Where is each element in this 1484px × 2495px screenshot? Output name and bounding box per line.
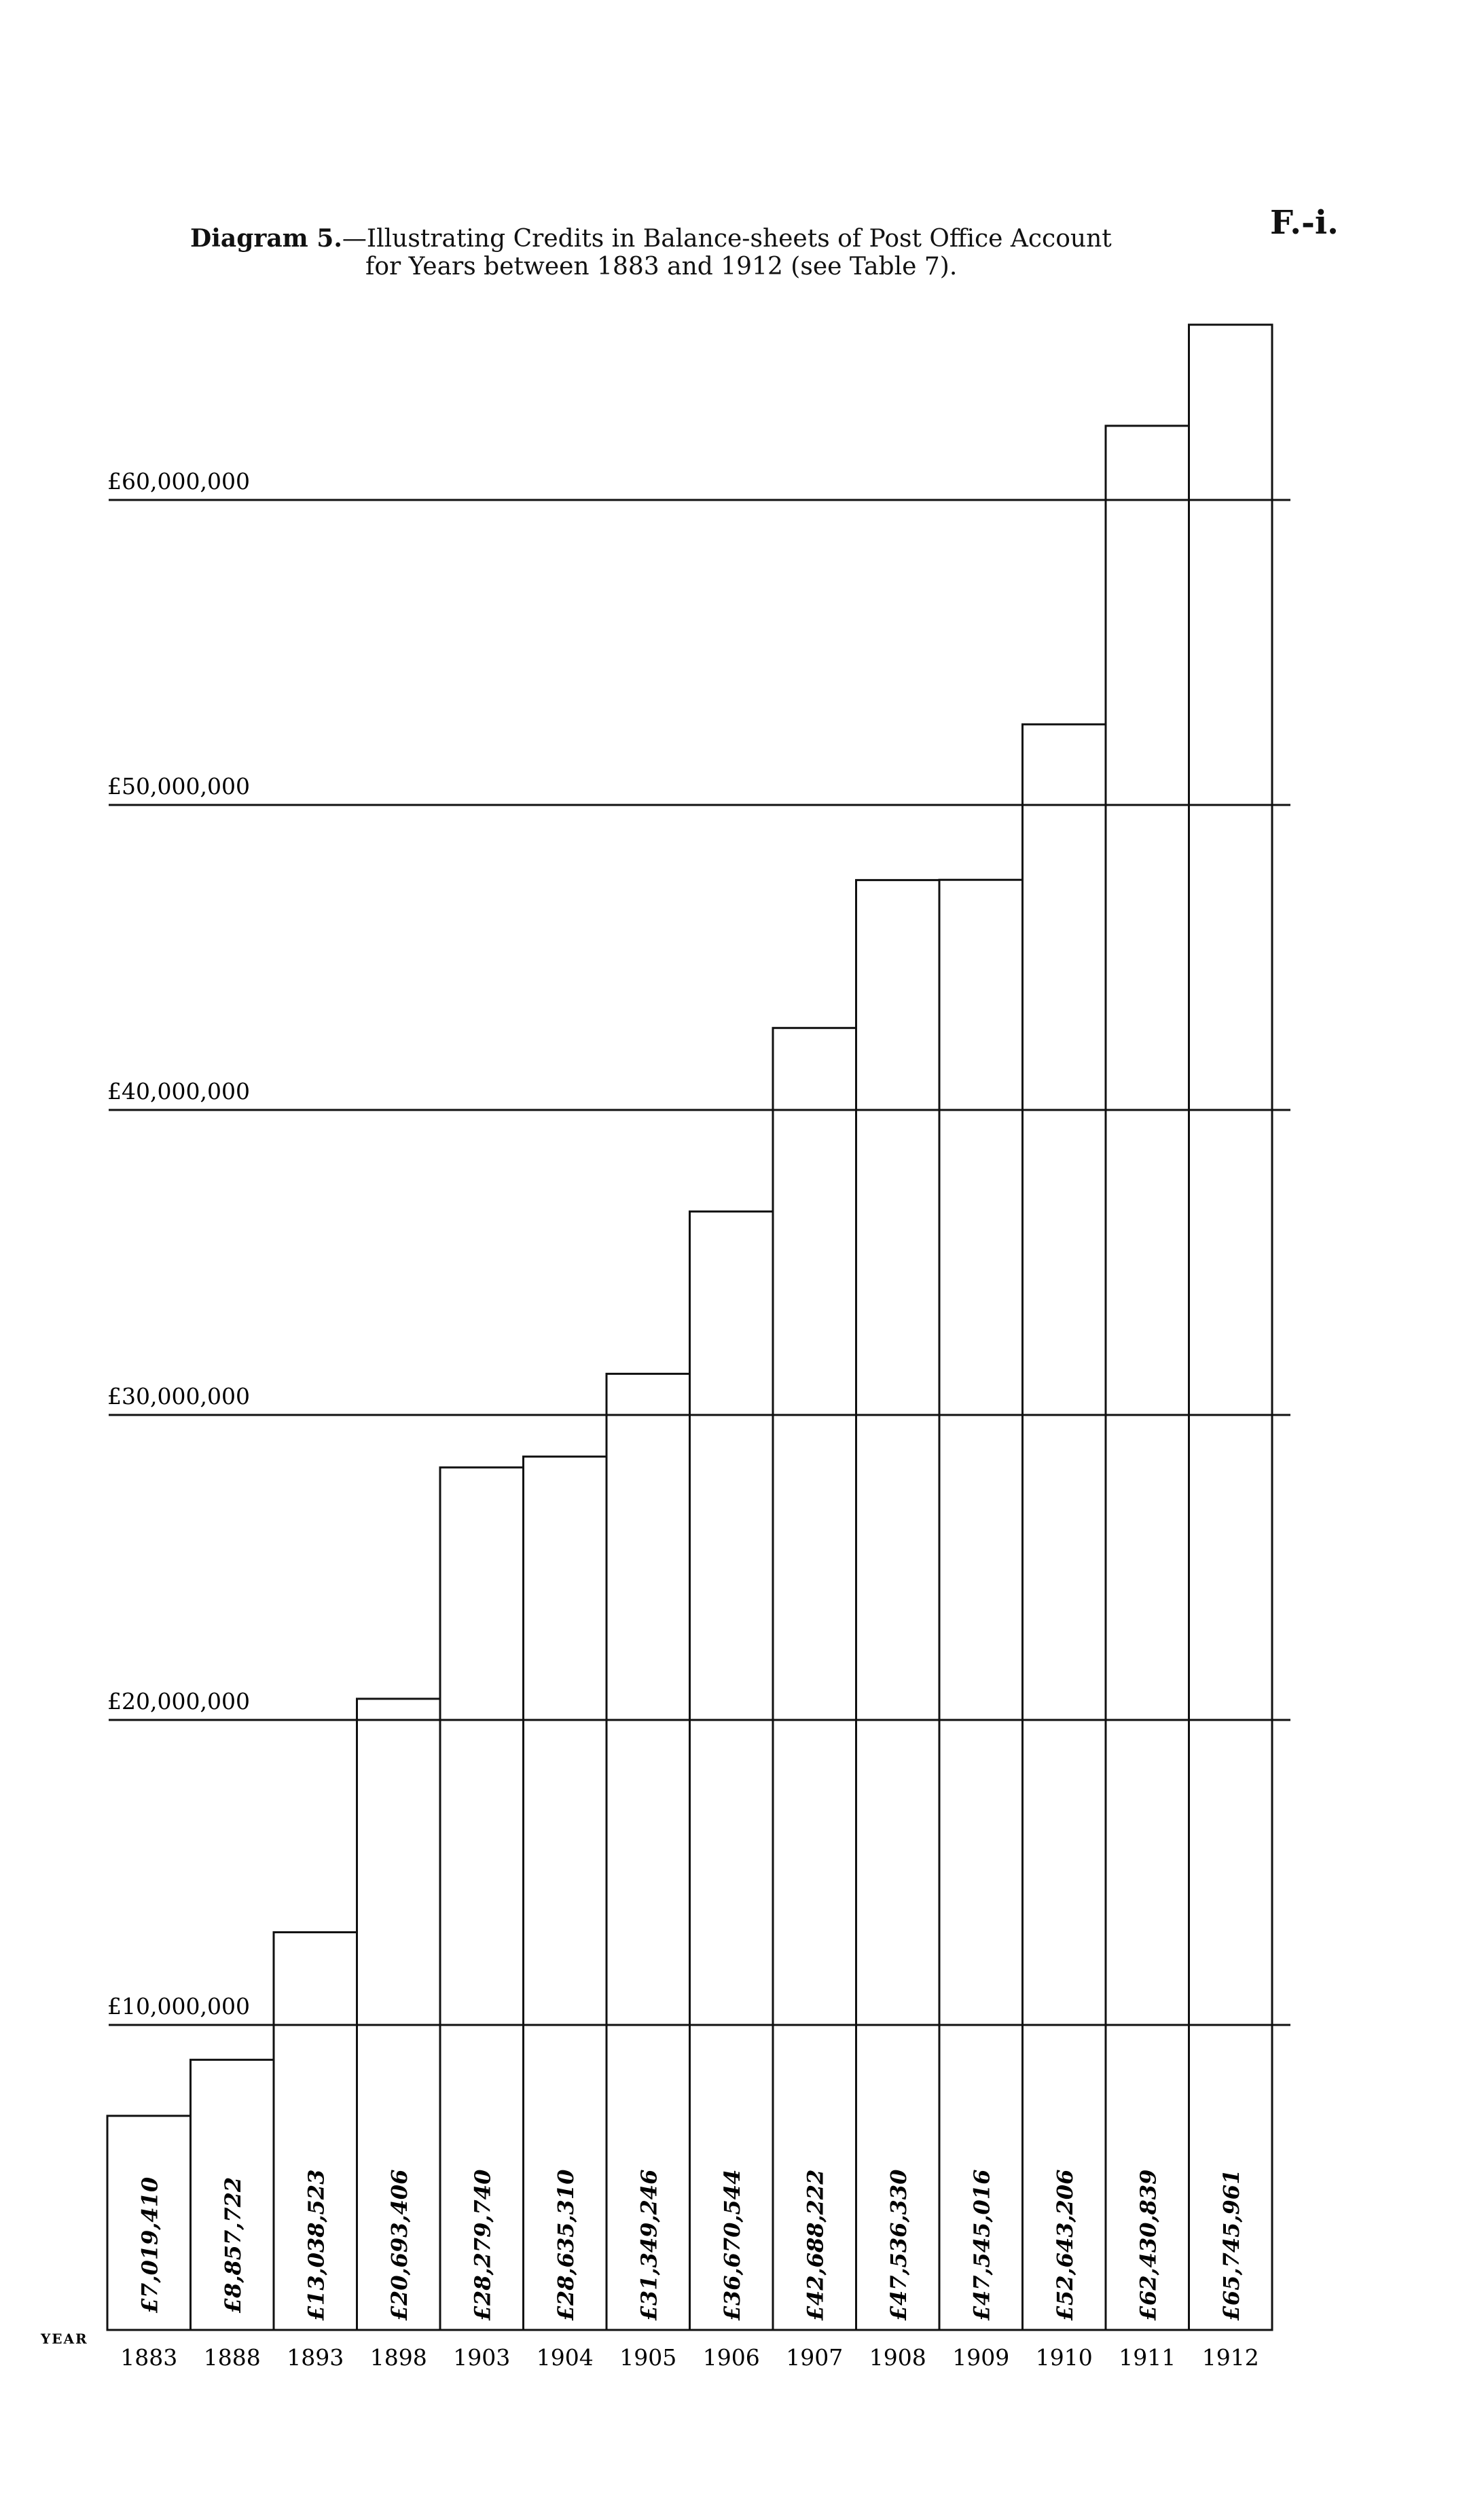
x-tick-label: 1910 xyxy=(1035,2344,1093,2371)
x-tick-label: 1904 xyxy=(536,2344,594,2371)
value-label: £42,688,222 xyxy=(802,2169,829,2321)
value-label: £8,857,722 xyxy=(219,2176,246,2314)
value-label: £52,643,206 xyxy=(1051,2169,1078,2321)
x-tick-label: 1883 xyxy=(120,2344,178,2371)
y-tick-label: £30,000,000 xyxy=(107,1383,250,1410)
y-tick-label: £20,000,000 xyxy=(107,1688,250,1715)
bar-1908 xyxy=(856,880,940,2330)
x-tick-label: 1893 xyxy=(287,2344,344,2371)
x-tick-label: 1907 xyxy=(786,2344,844,2371)
x-tick-label: 1888 xyxy=(203,2344,261,2371)
x-tick-label: 1903 xyxy=(453,2344,511,2371)
x-tick-label: 1906 xyxy=(702,2344,760,2371)
y-tick-label: £10,000,000 xyxy=(107,1993,250,2020)
bar-1911 xyxy=(1106,426,1189,2330)
x-tick-label: 1911 xyxy=(1119,2344,1176,2371)
value-label: £31,349,246 xyxy=(636,2169,662,2321)
bar-1907 xyxy=(773,1028,856,2330)
value-label: £47,545,016 xyxy=(969,2169,995,2321)
y-tick-labels xyxy=(107,468,250,2020)
y-tick-label: £40,000,000 xyxy=(107,1078,250,1105)
x-tick-label: 1905 xyxy=(619,2344,677,2371)
bars xyxy=(107,325,1272,2330)
value-label: £36,670,544 xyxy=(719,2169,745,2321)
x-tick-label: 1912 xyxy=(1201,2344,1259,2371)
value-label: £65,745,961 xyxy=(1218,2169,1244,2321)
value-label: £13,038,523 xyxy=(303,2169,329,2321)
title-line-2: for Years between 1883 and 1912 (see Table 7). xyxy=(365,253,958,281)
gridlines xyxy=(109,500,1290,2025)
value-label: £28,279,740 xyxy=(469,2169,496,2321)
bar-1909 xyxy=(939,880,1023,2330)
x-tick-label: 1909 xyxy=(952,2344,1010,2371)
x-tick-labels xyxy=(120,2344,1259,2371)
y-tick-label: £50,000,000 xyxy=(107,773,250,800)
value-label: £20,693,406 xyxy=(386,2169,412,2321)
bar-1910 xyxy=(1023,724,1106,2330)
title-text: —Illustrating Credits in Balance-sheets of Post Office Account xyxy=(342,225,1112,253)
value-label: £62,430,839 xyxy=(1135,2169,1161,2321)
x-axis-label: YEAR xyxy=(41,2331,88,2347)
x-tick-label: 1908 xyxy=(869,2344,926,2371)
corner-mark: F.-i. xyxy=(1270,204,1339,242)
diagram-label: Diagram 5. xyxy=(190,224,342,253)
value-label: £28,635,310 xyxy=(552,2169,579,2321)
value-label: £47,536,330 xyxy=(885,2169,911,2321)
value-label: £7,019,410 xyxy=(137,2176,163,2314)
bar-1906 xyxy=(690,1211,774,2330)
y-tick-label: £60,000,000 xyxy=(107,468,250,495)
x-tick-label: 1898 xyxy=(369,2344,427,2371)
bar-1912 xyxy=(1189,325,1273,2330)
